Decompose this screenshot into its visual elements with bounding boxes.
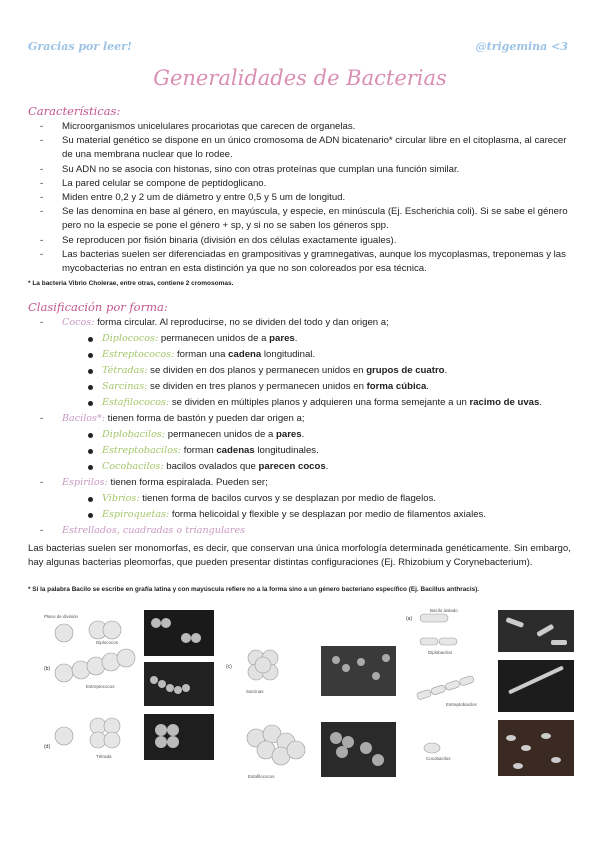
fig-label: Diplobacilos (428, 650, 453, 655)
list-item: - Microorganismos unicelulares procariotas que carecen de organelas. (40, 120, 576, 134)
sub-term: Diplococos: (102, 333, 159, 344)
micrograph-estreptococos (144, 662, 214, 706)
term-otros: Estrellados, cuadradas o triangulares (62, 525, 245, 536)
paragraph-monomorfas: Las bacterias suelen ser monomorfas, es decir, que conservan una única morfología determinada genéticamente. Sin embargo, hay algunas bacterias pleomorfas, que pueden presentar distintas configuraciones (Ej. Rhizobium y Corynebacterium). (28, 543, 571, 568)
panel-letter: (a) (406, 616, 413, 622)
fig-label: Sarcinas (246, 689, 264, 694)
sub-item (82, 331, 576, 347)
sub-text: permanecen unidos de a (158, 333, 270, 344)
sub-term: Espiroquetas: (102, 509, 170, 520)
sub-item (82, 379, 576, 395)
list-item: - Su material genético se dispone en un único cromosoma de ADN bicatenario* circular libre en el citoplasma, al carecer de una membrana nuclear que lo rodee. (40, 134, 576, 162)
sub-text: bacilos ovalados que (163, 461, 259, 472)
sub-bold: racimo de uvas (469, 397, 540, 408)
sub-text: permanecen unidos de a (165, 429, 276, 440)
micrograph-cocobacilos (498, 720, 574, 776)
term-espirilos: Espirilos: (62, 477, 108, 488)
sub-text: forman una (174, 349, 229, 360)
fig-label: Estafilococos (248, 774, 275, 779)
micrograph-tetrada (144, 714, 214, 760)
sub-item (82, 363, 576, 379)
list-item-otros (40, 523, 576, 539)
sub-text: forman (181, 445, 217, 456)
sub-term: Sarcinas: (102, 381, 148, 392)
header-left: Gracias por leer! (28, 40, 132, 53)
sub-item (82, 491, 576, 507)
sub-term: Cocobacilos: (102, 461, 164, 472)
list-item: - Se las denomina en base al género, en mayúscula, y especie, en minúscula (Ej. Escherichia coli). Si se sabe el género pero no la especie se pone el género + sp, y si no se saben los géneros spp. (40, 205, 576, 233)
bacilos-sublist (62, 427, 576, 475)
term-bacilos: Bacilos*: (62, 413, 106, 424)
sub-bold: grupos de cuatro (366, 365, 445, 376)
sub-bold: pares (276, 429, 302, 440)
sub-text: . (294, 333, 298, 344)
fig-label: Diplococos (96, 640, 119, 645)
sarcinas-estafilococos-diagram (226, 638, 406, 788)
list-item: - Se reproducen por fisión binaria (división en dos células exactamente iguales). (40, 234, 576, 248)
sub-term: Diplobacilos: (102, 429, 166, 440)
coccus-cell (55, 624, 73, 642)
sub-text: longitudinales. (254, 445, 319, 456)
bacilos-diagram (406, 608, 576, 783)
sub-item (82, 507, 576, 523)
list-item-bacilos (40, 411, 576, 475)
fig-label: Plano de división (44, 614, 79, 619)
micrograph-estafilococos (321, 722, 396, 777)
sub-item (82, 427, 576, 443)
sub-text: . (539, 397, 542, 408)
sub-term: Estafilococos: (102, 397, 170, 408)
sub-text: se dividen en tres planos y permanecen unidos en (147, 381, 367, 392)
sub-text: . (444, 365, 448, 376)
footnote-bacilo: * Si la palabra Bacilo se escribe en grafía latina y con mayúscula refiere no a la forma sino a un género bacteriano específico (Ej. Bacillus anthracis). (28, 586, 480, 593)
fig-label: Cocobacilos (426, 756, 451, 761)
cocos-sublist (62, 331, 576, 411)
list-item-espirilos (40, 475, 576, 523)
desc-espirilos: tienen forma espiralada. Pueden ser; (107, 477, 268, 488)
desc-cocos: forma circular. Al reproducirse, no se dividen del todo y dan origen a; (94, 317, 389, 328)
sub-bold: pares (269, 333, 295, 344)
sub-text: . (301, 429, 305, 440)
sub-item (82, 459, 576, 475)
list-item-cocos (40, 315, 576, 411)
panel-letter: (b) (44, 666, 51, 672)
sub-text: . (426, 381, 429, 392)
micrograph-sarcinas (321, 646, 396, 696)
header-right: @trigemina <3 (475, 40, 568, 53)
sub-bold: parecen cocos (258, 461, 326, 472)
section-heading-clasificacion: Clasificación por forma: (28, 300, 168, 314)
sub-text: se dividen en múltiples planos y adquieren una forma semejante a un (169, 397, 470, 408)
sub-text: longitudinal. (261, 349, 316, 360)
list-item: - Miden entre 0,2 y 2 um de diámetro y entre 0,5 y 5 um de longitud. (40, 191, 576, 205)
cocos-diagram (36, 608, 216, 783)
micrograph-diplococos (144, 610, 214, 656)
clasificacion-list (40, 315, 576, 539)
fig-label: Estreptococos (86, 684, 115, 689)
sub-bold: forma cúbica (366, 381, 427, 392)
caracteristicas-list (40, 120, 576, 276)
sub-text: tienen forma de bacilos curvos y se desplazan por medio de flagelos. (139, 493, 437, 504)
footnote-vibrio: * La bacteria Vibrio Cholerae, entre otras, contiene 2 cromosomas. (28, 280, 234, 287)
section-heading-caracteristicas: Características: (28, 104, 121, 118)
fig-label: Estreptobacilos (446, 702, 477, 707)
list-item: - Las bacterias suelen ser diferenciadas en grampositivas y gramnegativas, aunque los mycoplasmas, treponemas y las mycobacterias no entran en esta distinción ya que no son coloreados por esa técnica. (40, 248, 576, 276)
espirilos-sublist (62, 491, 576, 523)
sub-item (82, 347, 576, 363)
page-title: Generalidades de Bacterias (153, 66, 447, 90)
micrograph-bacilo (498, 610, 574, 652)
fig-label: Tétrada (96, 754, 112, 759)
sub-item (82, 395, 576, 411)
sub-term: Tétradas: (102, 365, 148, 376)
list-item: - Su ADN no se asocia con histonas, sino con otras proteínas que cumplan una función similar. (40, 163, 576, 177)
desc-bacilos: tienen forma de bastón y pueden dar origen a; (105, 413, 305, 424)
sub-bold: cadena (228, 349, 262, 360)
list-item: - La pared celular se compone de peptidoglicano. (40, 177, 576, 191)
sub-item (82, 443, 576, 459)
term-cocos: Cocos: (62, 317, 95, 328)
sub-text: forma helicoidal y flexible y se desplazan por medio de filamentos axiales. (169, 509, 486, 520)
figures-area (36, 608, 576, 788)
sub-text: se dividen en dos planos y permanecen unidos en (147, 365, 367, 376)
panel-letter: (c) (226, 664, 232, 670)
sub-term: Estreptococos: (102, 349, 175, 360)
panel-letter: (d) (44, 744, 51, 750)
sub-text: . (325, 461, 329, 472)
sub-bold: cadenas (216, 445, 255, 456)
sub-term: Estreptobacilos: (102, 445, 182, 456)
sub-term: Vibrios: (102, 493, 140, 504)
fig-label: Bacilo aislado (430, 608, 458, 613)
